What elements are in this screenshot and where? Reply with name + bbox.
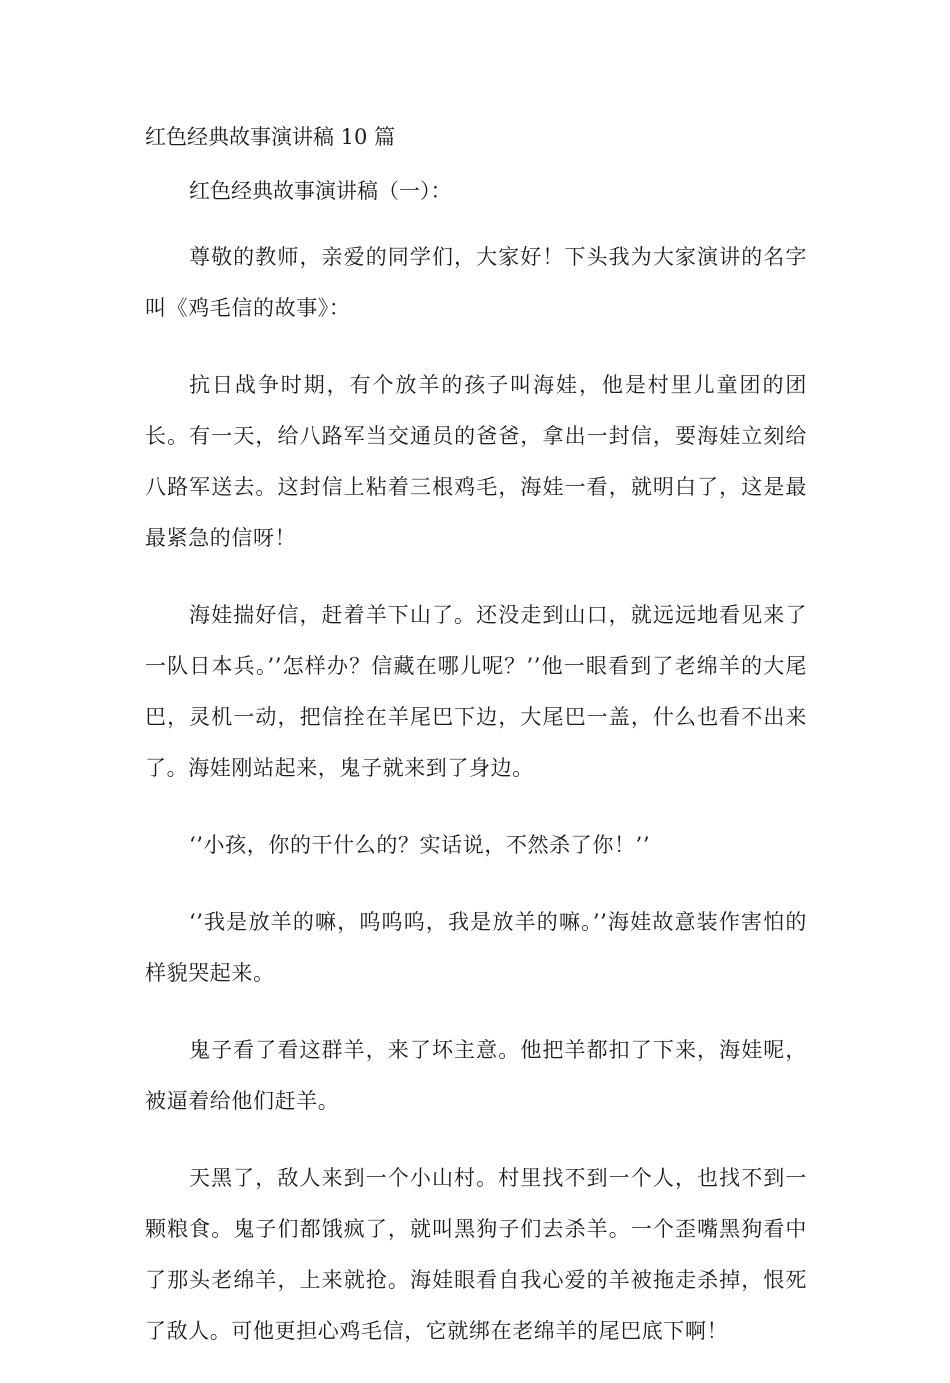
paragraph: 尊敬的教师，亲爱的同学们，大家好！下头我为大家演讲的名字叫《鸡毛信的故事》： (145, 245, 807, 320)
paragraph: ‘’小孩，你的干什么的？实话说，不然杀了你！’’ (189, 833, 651, 857)
document-title: 红色经典故事演讲稿 10 篇 (145, 125, 396, 149)
paragraph: 抗日战争时期，有个放羊的孩子叫海娃，他是村里儿童团的团长。有一天，给八路军当交通员的爸爸，拿出一封信，要海娃立刻给八路军送去。这封信上粘着三根鸡毛，海娃一看，就明白了，这是最最紧急的信呀！ (145, 373, 807, 550)
paragraph: 海娃揣好信，赶着羊下山了。还没走到山口，就远远地看见来了一队日本兵。’’怎样办？信藏在哪儿呢？’’他一眼看到了老绵羊的大尾巴，灵机一动，把信拴在羊尾巴下边，大尾巴一盖，什么也看不出来了。海娃刚站起来，鬼子就来到了身边。 (145, 603, 807, 780)
paragraph: 天黑了，敌人来到一个小山村。村里找不到一个人，也找不到一颗粮食。鬼子们都饿疯了，就叫黑狗子们去杀羊。一个歪嘴黑狗看中了那头老绵羊，上来就抢。海娃眼看自我心爱的羊被拖走杀掉，恨死了敌人。可他更担心鸡毛信，它就绑在老绵羊的尾巴底下啊！ (145, 1166, 807, 1343)
paragraph: 鬼子看了看这群羊，来了坏主意。他把羊都扣了下来，海娃呢，被逼着给他们赶羊。 (145, 1038, 807, 1113)
document-body (145, 232, 807, 1383)
section-heading: 红色经典故事演讲稿（一）： (189, 179, 452, 203)
paragraph: ‘’我是放羊的嘛，呜呜呜，我是放羊的嘛。’’海娃故意装作害怕的样貌哭起来。 (145, 910, 807, 985)
